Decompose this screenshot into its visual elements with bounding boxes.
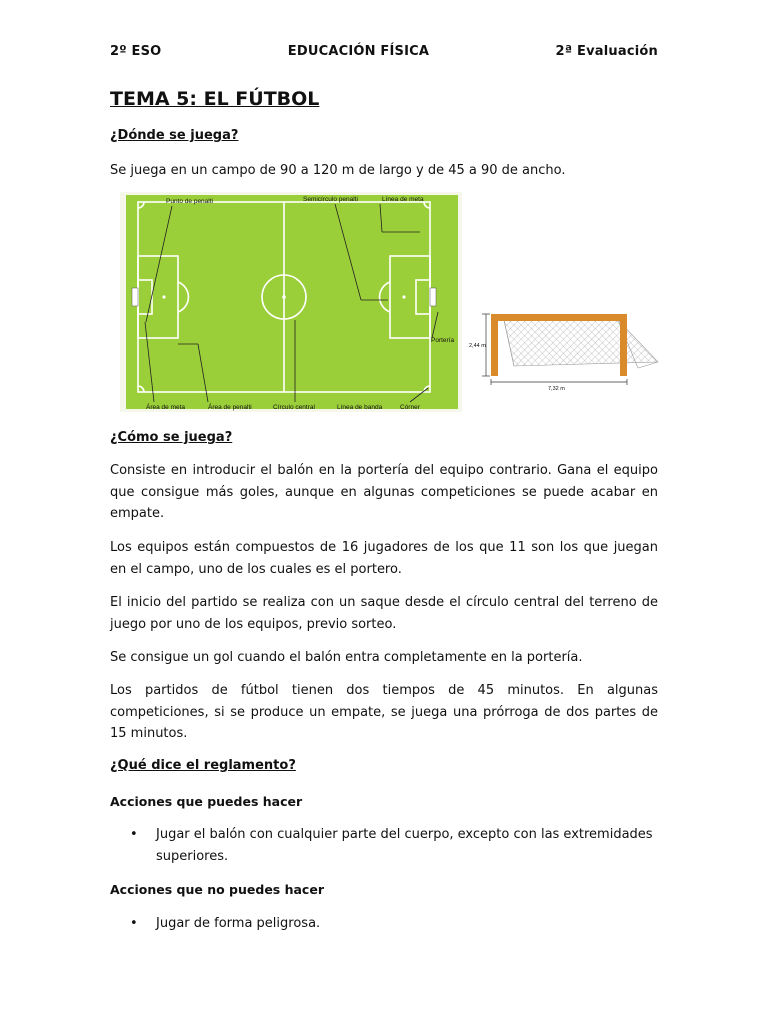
section-heading-where: ¿Dónde se juega? [110,128,239,143]
right-post [620,314,627,376]
goal-figure [468,300,664,392]
goal-net [504,320,658,366]
label-penalty-arc: Semicírculo penalti [303,196,358,203]
label-goal-height: 2,44 m [469,343,486,349]
forbidden-action-text: Jugar de forma peligrosa. [156,916,321,931]
list-item [130,913,658,935]
section-heading-how: ¿Cómo se juega? [110,430,233,445]
label-touch-line: Línea de banda [337,404,383,411]
grass [126,195,458,409]
label-goal: Portería [431,337,455,344]
how-paragraph-5: Los partidos de fútbol tienen dos tiempos de 45 minutos. En algunas competiciones, si se produce un empate, se juega una prórroga de dos partes de 15 minutos. [110,683,658,741]
allowed-action-text: Jugar el balón con cualquier parte del cuerpo, excepto con las extremidades superiores. [156,827,653,864]
label-center-circle: Círculo central [273,404,315,411]
label-goal-width: 7,32 m [548,386,565,392]
left-post [491,314,498,376]
goal-diagram [468,300,664,392]
forbidden-actions-heading: Acciones que no puedes hacer [110,882,324,897]
bullet-point: • [130,827,138,842]
label-penalty-spot: Punto de penalti [166,198,213,205]
page-title: TEMA 5: EL FÚTBOL [110,88,320,110]
football-field-diagram [120,192,462,412]
header-term: 2ª Evaluación [555,44,658,59]
header-subject: EDUCACIÓN FÍSICA [287,44,430,59]
how-paragraph-4: Se consigue un gol cuando el balón entra completamente en la portería. [110,650,583,665]
how-paragraph-2: Los equipos están compuestos de 16 jugadores de los que 11 son los que juegan en el campo, uno de los cuales es el portero. [110,540,658,577]
section-heading-rules: ¿Qué dice el reglamento? [110,758,296,773]
bullet-point: • [130,916,138,931]
list-item [130,824,658,867]
label-goal-area: Área de meta [146,404,186,411]
crossbar [491,314,627,321]
header-course: 2º ESO [110,44,162,59]
football-field-figure [120,192,462,412]
label-penalty-area: Área de penalti [208,404,252,411]
goal-left [132,288,138,306]
label-corner: Córner [400,404,420,411]
goal-right [430,288,436,306]
page-header [110,44,658,59]
where-paragraph: Se juega en un campo de 90 a 120 m de largo y de 45 a 90 de ancho. [110,163,566,178]
how-paragraph-3: El inicio del partido se realiza con un saque desde el círculo central del terreno de juego por uno de los equipos, previo sorteo. [110,595,658,632]
how-paragraph-1: Consiste en introducir el balón en la portería del equipo contrario. Gana el equipo que consigue más goles, aunque en algunas competiciones se puede acabar en empate. [110,463,658,521]
allowed-actions-heading: Acciones que puedes hacer [110,794,303,809]
label-goal-line: Línea de meta [382,196,424,203]
